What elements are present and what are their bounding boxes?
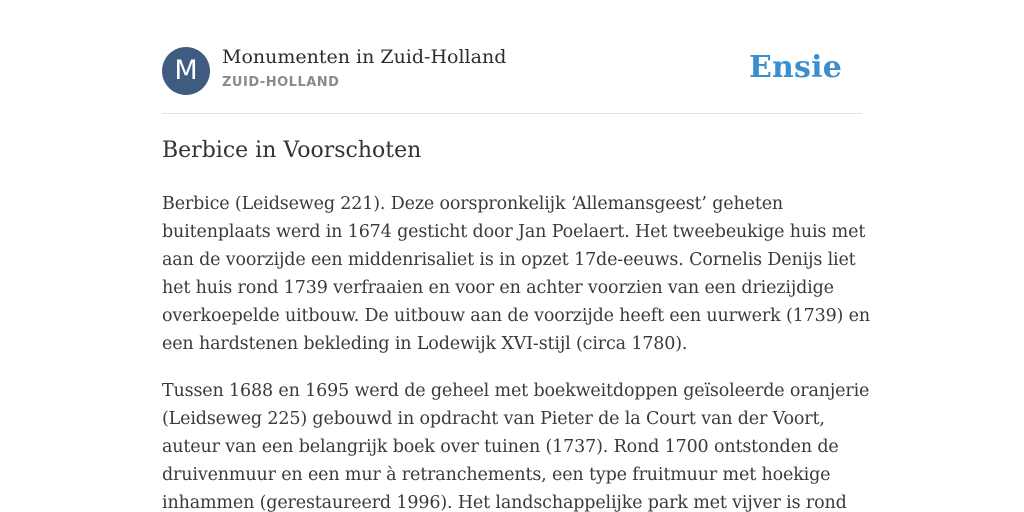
header-divider: [162, 113, 862, 114]
article-title: Berbice in Voorschoten: [162, 138, 422, 163]
site-subtitle[interactable]: ZUID-HOLLAND: [222, 75, 340, 90]
text-line: (Leidseweg 225) gebouwd in opdracht van Pieter de la Court van der Voort,: [162, 409, 825, 429]
page-header: [162, 46, 862, 96]
paragraph-spacer: [162, 358, 862, 377]
avatar[interactable]: M: [162, 47, 210, 95]
text-line: auteur van een belangrijk boek over tuinen (1737). Rond 1700 ontstonden de: [162, 437, 839, 457]
brand-logo[interactable]: Ensie: [748, 50, 842, 85]
text-line: Berbice (Leidseweg 221). Deze oorspronkelijk ‘Allemansgeest’ geheten: [162, 194, 784, 214]
text-line: inhammen (gerestaureerd 1996). Het landschappelijke park met vijver is rond: [162, 493, 847, 512]
text-line: buitenplaats werd in 1674 gesticht door Jan Poelaert. Het tweebeukige huis met: [162, 222, 866, 242]
text-line: aan de voorzijde een middenrisaliet is in opzet 17de-eeuws. Cornelis Denijs liet: [162, 250, 856, 270]
paragraph-2: [162, 377, 870, 512]
article-body: [162, 190, 870, 512]
paragraph-1: [162, 190, 870, 358]
text-line: overkoepelde uitbouw. De uitbouw aan de voorzijde heeft een uurwerk (1739) en: [162, 306, 870, 326]
site-title[interactable]: Monumenten in Zuid-Holland: [222, 46, 507, 68]
text-line: het huis rond 1739 verfraaien en voor en achter voorzien van een driezijdige: [162, 278, 834, 298]
text-line: druivenmuur en een mur à retranchements, een type fruitmuur met hoekige: [162, 465, 831, 485]
text-line: een hardstenen bekleding in Lodewijk XVI-stijl (circa 1780).: [162, 334, 688, 354]
text-line: Tussen 1688 en 1695 werd de geheel met boekweitdoppen geïsoleerde oranjerie: [162, 381, 870, 401]
